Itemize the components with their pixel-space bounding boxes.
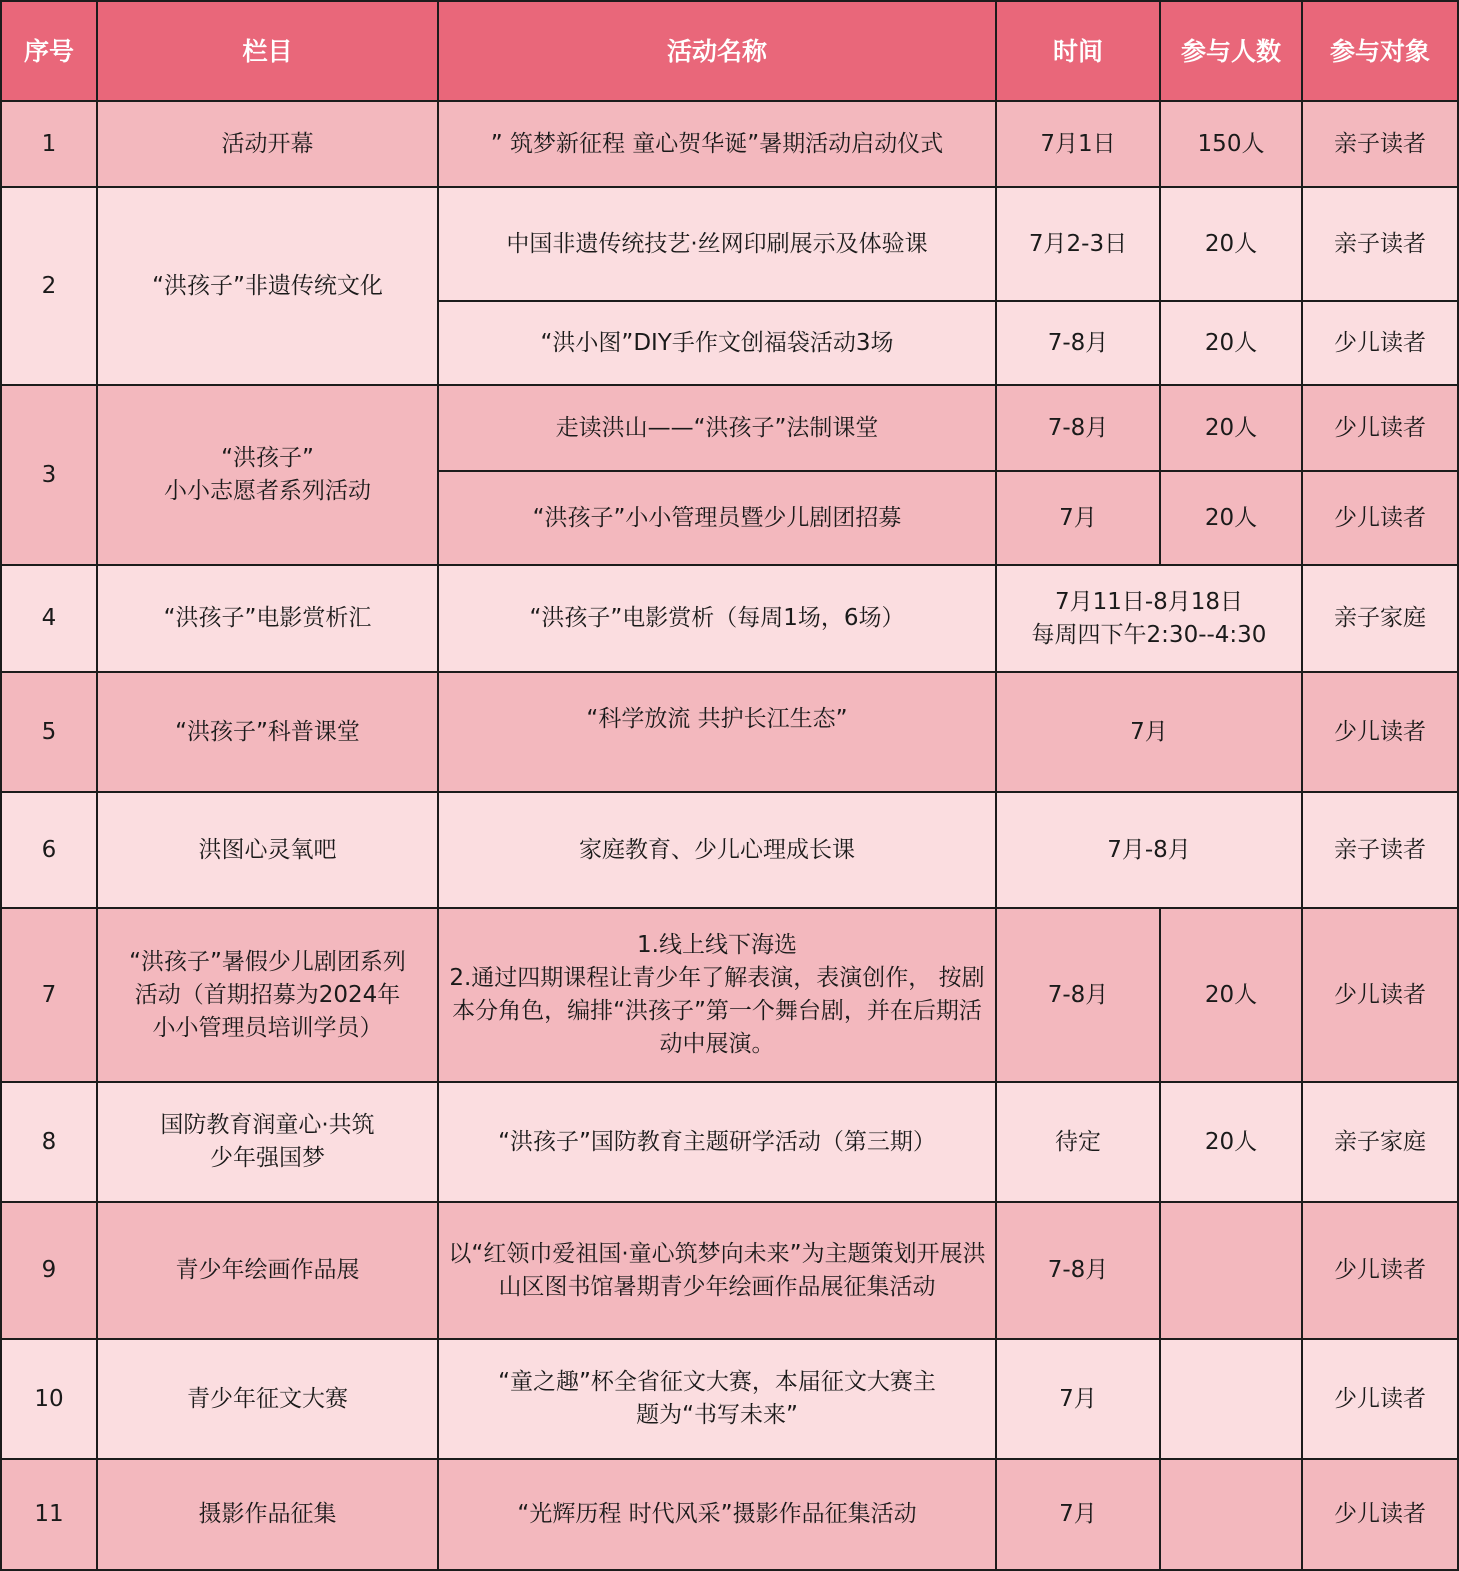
count-cell: 20人	[1160, 1082, 1302, 1202]
column-line: “洪孩子”	[221, 445, 314, 471]
activity-cell: 以“红领巾爱祖国·童心筑梦向未来”为主题策划开展洪山区图书馆暑期青少年绘画作品展征集活动	[438, 1202, 996, 1339]
audience-cell: 亲子读者	[1302, 792, 1458, 908]
row-number: 3	[1, 385, 97, 565]
column-line: “洪孩子”暑假少儿剧团系列	[129, 948, 406, 975]
audience-cell: 少儿读者	[1302, 908, 1458, 1082]
table-row	[1, 792, 1458, 908]
column-cell: 摄影作品征集	[97, 1459, 438, 1570]
header-activity: 活动名称	[438, 1, 996, 101]
column-line: 小小志愿者系列活动	[164, 478, 371, 504]
row-number: 11	[1, 1459, 97, 1570]
column-cell: 青少年征文大赛	[97, 1339, 438, 1459]
time-cell: 7月	[996, 471, 1160, 565]
audience-cell: 少儿读者	[1302, 1339, 1458, 1459]
column-cell: “洪孩子”非遗传统文化	[97, 187, 438, 385]
column-line: 国防教育润童心·共筑	[160, 1112, 375, 1138]
activity-line: 1.线上线下海选	[637, 932, 797, 958]
audience-cell: 少儿读者	[1302, 471, 1458, 565]
column-line: 小小管理员培训学员）	[152, 1014, 383, 1041]
row-number: 2	[1, 187, 97, 385]
time-cell: 7月	[996, 1339, 1160, 1459]
row-number: 5	[1, 672, 97, 792]
activity-cell: 走读洪山——“洪孩子”法制课堂	[438, 385, 996, 471]
time-cell: 7月-8月	[996, 792, 1302, 908]
time-cell: 7-8月	[996, 908, 1160, 1082]
time-cell: 7月	[996, 672, 1302, 792]
time-line: 每周四下午2:30--4:30	[1031, 621, 1267, 648]
time-cell: 待定	[996, 1082, 1160, 1202]
activity-cell: 中国非遗传统技艺·丝网印刷展示及体验课	[438, 187, 996, 301]
time-cell: 7月2-3日	[996, 187, 1160, 301]
audience-cell: 亲子读者	[1302, 187, 1458, 301]
activity-cell	[438, 908, 996, 1082]
activity-cell: “光辉历程 时代风采”摄影作品征集活动	[438, 1459, 996, 1570]
activity-cell	[438, 1339, 996, 1459]
audience-cell: 亲子家庭	[1302, 565, 1458, 672]
activity-cell: ” 筑梦新征程 童心贺华诞”暑期活动启动仪式	[438, 101, 996, 187]
activity-cell: 家庭教育、少儿心理成长课	[438, 792, 996, 908]
table-row	[1, 187, 1458, 301]
audience-cell: 少儿读者	[1302, 1202, 1458, 1339]
activity-cell: “科学放流 共护长江生态”	[438, 672, 996, 792]
count-cell	[1160, 1459, 1302, 1570]
header-count: 参与人数	[1160, 1, 1302, 101]
count-cell: 20人	[1160, 471, 1302, 565]
header-time: 时间	[996, 1, 1160, 101]
table-row	[1, 1082, 1458, 1202]
row-number: 8	[1, 1082, 97, 1202]
row-number: 9	[1, 1202, 97, 1339]
table-row	[1, 672, 1458, 792]
table-row	[1, 908, 1458, 1082]
count-cell	[1160, 1202, 1302, 1339]
table-row	[1, 1459, 1458, 1570]
time-cell: 7-8月	[996, 385, 1160, 471]
audience-cell: 亲子读者	[1302, 101, 1458, 187]
count-cell: 20人	[1160, 385, 1302, 471]
audience-cell: 少儿读者	[1302, 672, 1458, 792]
table-row	[1, 565, 1458, 672]
count-cell: 20人	[1160, 908, 1302, 1082]
audience-cell: 少儿读者	[1302, 301, 1458, 385]
column-cell: 洪图心灵氧吧	[97, 792, 438, 908]
activity-line: “童之趣”杯全省征文大赛，本届征文大赛主	[498, 1369, 936, 1395]
time-cell: 7-8月	[996, 1202, 1160, 1339]
row-number: 1	[1, 101, 97, 187]
column-line: 少年强国梦	[210, 1145, 325, 1171]
header-row	[1, 1, 1458, 101]
time-line: 7月11日-8月18日	[1054, 588, 1244, 615]
activity-line: 2.通过四期课程让青少年了解表演，表演创作， 按剧本分角色，编排“洪孩子”第一个舞台剧，并在后期活动中展演。	[449, 965, 985, 1057]
count-cell: 20人	[1160, 187, 1302, 301]
header-no: 序号	[1, 1, 97, 101]
activity-line: 题为“书写未来”	[636, 1402, 798, 1428]
activity-cell: “洪小图”DIY手作文创福袋活动3场	[438, 301, 996, 385]
activity-cell: “洪孩子”国防教育主题研学活动（第三期）	[438, 1082, 996, 1202]
header-column: 栏目	[97, 1, 438, 101]
row-number: 6	[1, 792, 97, 908]
column-cell: 青少年绘画作品展	[97, 1202, 438, 1339]
activity-cell: “洪孩子”电影赏析（每周1场，6场）	[438, 565, 996, 672]
audience-cell: 少儿读者	[1302, 1459, 1458, 1570]
time-cell	[996, 565, 1302, 672]
audience-cell: 亲子家庭	[1302, 1082, 1458, 1202]
column-line: 活动（首期招募为2024年	[134, 981, 401, 1008]
row-number: 4	[1, 565, 97, 672]
column-cell: 活动开幕	[97, 101, 438, 187]
table-row	[1, 385, 1458, 471]
column-cell: “洪孩子”科普课堂	[97, 672, 438, 792]
count-cell	[1160, 1339, 1302, 1459]
audience-cell: 少儿读者	[1302, 385, 1458, 471]
count-cell: 150人	[1160, 101, 1302, 187]
row-number: 10	[1, 1339, 97, 1459]
table-row	[1, 1202, 1458, 1339]
table-row	[1, 1339, 1458, 1459]
table-row	[1, 101, 1458, 187]
header-audience: 参与对象	[1302, 1, 1458, 101]
column-cell: “洪孩子”电影赏析汇	[97, 565, 438, 672]
column-cell	[97, 908, 438, 1082]
column-cell	[97, 385, 438, 565]
time-cell: 7月	[996, 1459, 1160, 1570]
count-cell: 20人	[1160, 301, 1302, 385]
time-cell: 7月1日	[996, 101, 1160, 187]
row-number: 7	[1, 908, 97, 1082]
time-cell: 7-8月	[996, 301, 1160, 385]
activity-cell: “洪孩子”小小管理员暨少儿剧团招募	[438, 471, 996, 565]
column-cell	[97, 1082, 438, 1202]
